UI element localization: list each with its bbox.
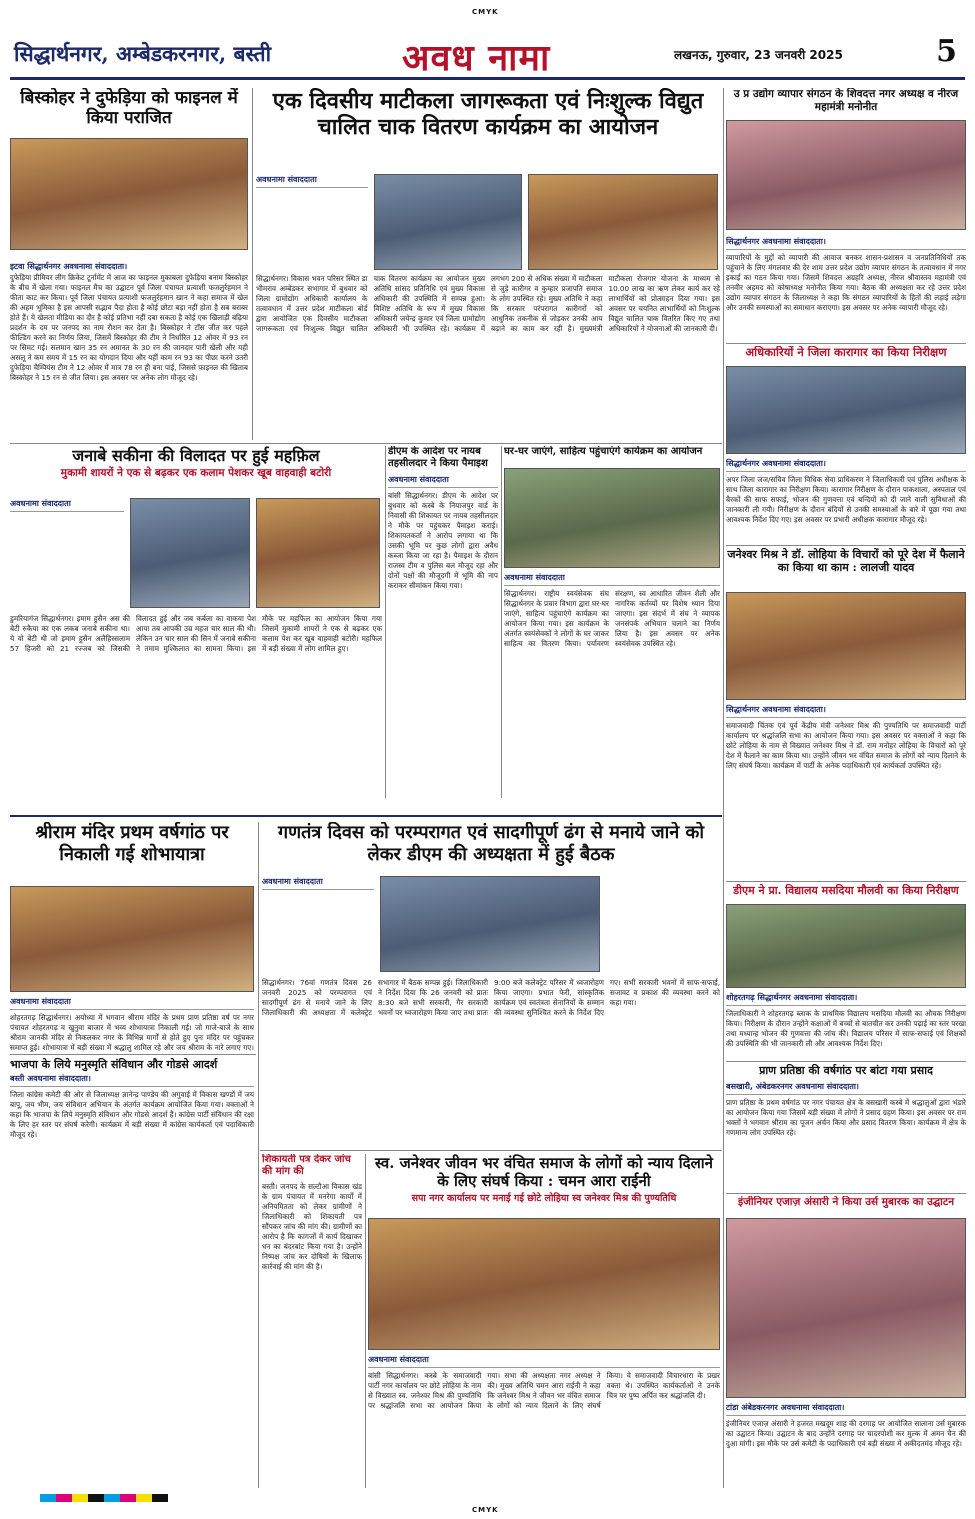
article-vyapari xyxy=(726,88,966,340)
column-rule xyxy=(258,822,259,1488)
article-body: दुफेड़िया प्रीमियर लीग क्रिकेट टूर्नामेंट में आज का फाइनल मुकाबला दुफेड़िया बनाम बिस्कोहर के बीच में खेला गया। फाइनल मैच का उद्घाटन पूर्व जिला पंचायत प्रत्याशी फजलुर्रहमान ने फीता काट कर किया। पूर्व जिला पंचायत प्रत्याशी फजलुर्रहमान खान ने कहा समाज में खेल की अहम भूमिका है इस आपसी सद्भाव पैदा होता है कोई छोटा बड़ा नहीं होता है सब बराबर होते हैं। ये खेलता मीडिया का दौर है कोई प्रतिभा नहीं दबा सकता है कोई एक खिलाड़ी बढ़िया प्रदर्शन के दम पर जनपद का नाम रौशन कर देता है। बिस्कोहर ने टॉस जीत कर पहले फील्डिंग करने का निर्णय लिया, जिसमें बिस्कोहर की टीम ने निर्धारित 12 ओवर में 93 रन पर सिमट गई। सलमान खान 35 रन अमानत के 30 रन की जानदार पारी खेली और यही असलू ने कम समय में 15 रन का योगदान दिया और यहीं काम रन 93 का पीछा करने उतरी दुफेड़िया चैम्पियंस टीम ने 12 ओवर में मात्र 78 रन ही बना पाई, जिससे फाइनल की खिताब बिस्कोहर ने 15 रन से जीत लिया। इस अवसर पर अनेक लोग मौजूद रहे। xyxy=(10,273,248,382)
article-byline: सिद्धार्थनगर अवधनामा संवाददाता। xyxy=(726,236,966,250)
print-color-swatch xyxy=(88,1494,104,1502)
article-headline: घर-घर जाएंगे, साहित्य पहुंचाएंगे कार्यक्रम का आयोजन xyxy=(504,446,703,457)
article-body: शोहरतगढ़ सिद्धार्थनगर। अयोध्या में भगवान श्रीराम मंदिर के प्रथम प्राण प्रतिष्ठा वर्ष पर नगर पंचायत शोहरतगढ़ व खुनुवा बाजार में भव्य शोभायात्रा निकाली गई। जो गाजे-बाजे के साथ श्रीराम जानकी मंदिर से निकलकर नगर के विभिन्न मार्गों से होते हुए पुनः मंदिर पर पहुंचकर समाप्त हुई। शोभायात्रा में बड़ी संख्या में श्रद्धालु शामिल रहे और जय श्रीराम के नारे लगाए गए। xyxy=(10,1013,254,1052)
article-manusmriti xyxy=(10,1058,254,1488)
article-headline: डीएम ने प्रा. विद्यालय मसदिया मौलवी का किया निरीक्षण xyxy=(733,884,959,897)
article-photo xyxy=(130,498,250,608)
article-byline: शोहरतगढ़ सिद्धार्थनगर अवधनामा संवाददाता। xyxy=(726,992,966,1006)
article-subhead: मुकामी शायरों ने एक से बढ़कर एक कलाम पेशकर खूब वाहवाही बटोरी xyxy=(60,467,332,480)
newspaper-name: अवध नामा xyxy=(402,37,551,79)
article-matikala xyxy=(256,88,720,440)
section-rule xyxy=(726,1061,966,1062)
article-shobhayatra xyxy=(10,822,254,1052)
article-body: सिद्धार्थनगर। राष्ट्रीय स्वयंसेवक संघ सिद्धार्थनगर के प्रचार विभाग द्वारा घर-घर जाएंगे, साहित्य पहुंचाएंगे कार्यक्रम का आयोजन किया गया। इस कार्यक्रम के अंतर्गत स्वयंसेवकों ने लोगों के घर जाकर साहित्य का वितरण किया। पर्यावरण संरक्षण, स्व आधारित जीवन शैली और नागरिक कर्तव्यों पर विशेष ध्यान दिया जाएगा। इस संदर्भ में संघ ने व्यापक जनसंपर्क अभियान चलाने का निर्णय लिया है। इस अवसर पर अनेक स्वयंसेवक उपस्थित रहे। xyxy=(504,589,720,648)
section-rule xyxy=(10,443,722,444)
article-byline: बसखारी, अंबेडकरनगर अवधनामा संवाददाता। xyxy=(726,1081,966,1095)
print-color-strip xyxy=(40,1494,168,1502)
column-rule xyxy=(365,1154,366,1488)
section-rule xyxy=(726,1193,966,1194)
print-color-swatch xyxy=(136,1494,152,1502)
article-headline: श्रीराम मंदिर प्रथम वर्षगांठ पर निकाली गई शोभायात्रा xyxy=(35,822,229,865)
column-rule xyxy=(723,88,724,1488)
article-body: डुमरियागंज सिद्धार्थनगर। इमाम हुसैन अस की बेटी रुकैया का एक लकब जनाबे सकीना था। ये वो बेटी थी जो इमाम हुसैन अलैहिस्सलाम 57 हिजरी को 21 रज्जब को जिसकी विलादत हुई और जब कर्बला का वाकया पेश आया तब आपकी उम्र महज चार साल की थी। लेकिन उन चार साल की सिन में जनाबे सकीना ने तमाम मुश्किलात का सामना किया। इस मौके पर महफिल का आयोजन किया गया जिसमें मुकामी शायरों ने एक से बढ़कर एक कलाम पेश कर खूब वाहवाही बटोरी। महफिल में बड़ी संख्या में लोग शामिल हुए। xyxy=(10,614,382,653)
section-rule xyxy=(260,1150,722,1151)
section-rule xyxy=(10,815,722,817)
article-headline: उ प्र उद्योग व्यापार संगठन के शिवदत्त नगर अध्यक्ष व नीरज महामंत्री मनोनीत xyxy=(733,88,959,114)
article-karagar xyxy=(726,346,966,542)
article-vidyalaya xyxy=(726,884,966,1058)
article-headline: शिकायती पत्र देकर जांच की मांग की xyxy=(262,1154,351,1177)
article-byline: अवधनामा संवाददाता xyxy=(262,876,374,890)
article-body: जिला कांग्रेस कमेटी की ओर से जिलाध्यक्ष ज्ञानेन्द्र पाण्डेय की अगुवाई में विकास खण्डों में जय बापू, जय भीम, जय संविधान अभियान के अंतर्गत कार्यक्रम आयोजित किया गया। वक्ताओं ने कहा कि भाजपा के लिये मनुस्मृति संविधान और गोडसे आदर्श हैं। कांग्रेस पार्टी संविधान की रक्षा के लिए हर स्तर पर संघर्ष करेगी। कार्यक्रम में बड़ी संख्या में कांग्रेस कार्यकर्ता एवं पदाधिकारी मौजूद रहे। xyxy=(10,1090,254,1140)
article-byline: अवधनामा संवाददाता xyxy=(256,174,368,188)
print-color-swatch xyxy=(40,1494,56,1502)
article-body: बांसी सिद्धार्थनगर। कस्बे के समाजवादी पार्टी नगर कार्यालय पर छोटे लोहिया के नाम से विख्यात स्व. जनेश्वर मिश्र की पुण्यतिथि पर श्रद्धांजलि सभा का आयोजन किया गया। सभा की अध्यक्षता नगर अध्यक्ष ने की। मुख्य अतिथि चमन आरा राईनी ने कहा कि जनेश्वर मिश्र ने जीवन भर वंचित समाज के लोगों को न्याय दिलाने के लिए संघर्ष किया। वे समाजवादी विचारधारा के प्रखर वक्ता थे। उपस्थित कार्यकर्ताओं ने उनके चित्र पर पुष्प अर्पित कर श्रद्धांजलि दी। xyxy=(368,1371,720,1410)
article-headline: जनेश्वर मिश्र ने डॉ. लोहिया के विचारों को पूरे देश में फैलाने का किया था काम : लालजी यादव xyxy=(727,548,965,575)
article-body: इंजीनियर एजाज़ अंसारी ने हजरत मखदूम शाह की दरगाह पर आयोजित सालाना उर्स मुबारक का उद्घाटन किया। उद्घाटन के बाद उन्होंने दरगाह पर चादरपोशी कर मुल्क में अमन चैन की दुआ मांगी। इस मौके पर उर्स कमेटी के पदाधिकारी एवं बड़ी संख्या में अकीदतमंद मौजूद रहे। xyxy=(726,1419,966,1448)
newspaper-logo xyxy=(402,32,550,81)
article-headline: एक दिवसीय माटीकला जागरूकता एवं निःशुल्क विद्युत चालित चाक वितरण कार्यक्रम का आयोजन xyxy=(272,88,704,141)
article-photo xyxy=(368,1218,720,1350)
article-byline: अवधनामा संवाददाता xyxy=(10,996,254,1010)
article-photo xyxy=(726,120,966,230)
article-headline: अधिकारियों ने जिला कारागार का किया निरीक्षण xyxy=(745,346,947,359)
article-byline: इटवा सिद्धार्थनगर अवधनामा संवाददाता। xyxy=(10,262,128,271)
article-body: सिद्धार्थनगर। 76वां गणतंत्र दिवस 26 जनवरी 2025 को परम्परागत एवं सादगीपूर्ण ढंग से मनाये जाने के लिए जिलाधिकारी की अध्यक्षता में कलेक्ट्रेट सभागार में बैठक सम्पन्न हुई। जिलाधिकारी ने निर्देश दिया कि 26 जनवरी को प्रातः 8:30 बजे सभी सरकारी, गैर सरकारी भवनों पर ध्वजारोहण किया जाए तथा प्रातः 9:00 बजे कलेक्ट्रेट परिसर में ध्वजारोहण किया जाएगा। प्रभात फेरी, सांस्कृतिक कार्यक्रम एवं स्वतंत्रता सेनानियों के सम्मान की व्यवस्था सुनिश्चित करने के निर्देश दिए गए। सभी सरकारी भवनों में साफ-सफाई, सजावट व प्रकाश की व्यवस्था करने को कहा गया। xyxy=(262,978,720,1017)
article-byline: सिद्धार्थनगर अवधनामा संवाददाता। xyxy=(726,704,966,718)
print-color-swatch xyxy=(104,1494,120,1502)
region-title: सिद्धार्थनगर, अम्बेडकरनगर, बस्ती xyxy=(14,41,272,66)
article-body: प्राण प्रतिष्ठा के प्रथम वर्षगांठ पर नगर पंचायत क्षेत्र के बसखारी कस्बे में श्रद्धालुओं द्वारा भंडारे का आयोजन किया गया जिसमें बड़ी संख्या में लोगों ने प्रसाद ग्रहण किया। इस अवसर पर राम भक्तों ने भगवान श्रीराम का पूजन अर्चन किया और प्रसाद वितरण किया। कार्यक्रम में क्षेत्र के गणमान्य लोग उपस्थित रहे। xyxy=(726,1098,966,1138)
article-mahfil xyxy=(10,446,382,798)
page-number: 5 xyxy=(936,34,957,69)
article-body: जिलाधिकारी ने शोहरतगढ़ ब्लाक के प्राथमिक विद्यालय मसदिया मौलवी का औचक निरीक्षण किया। निरीक्षण के दौरान उन्होंने कक्षाओं में बच्चों से बातचीत कर उनकी पढ़ाई का स्तर परखा तथा मध्यान्ह भोजन की गुणवत्ता की जांच की। विद्यालय परिसर में साफ-सफाई एवं शिक्षकों की उपस्थिति की भी जानकारी ली और आवश्यक निर्देश दिए। xyxy=(726,1009,966,1048)
article-headline: गणतंत्र दिवस को परम्परागत एवं सादगीपूर्ण ढंग से मनाये जाने को लेकर डीएम की अध्यक्षता में हुई बैठक xyxy=(277,822,705,865)
print-color-swatch xyxy=(72,1494,88,1502)
section-rule xyxy=(726,545,966,546)
masthead xyxy=(10,28,965,80)
article-body: अपर जिला जज/सचिव जिला विधिक सेवा प्राधिकरण ने जिलाधिकारी एवं पुलिस अधीक्षक के साथ जिला कारागार का निरीक्षण किया। कारागार निरीक्षण के दौरान पाकशाला, अस्पताल एवं बैरकों की साफ सफाई, भोजन की गुणवत्ता एवं बन्दियों को दी जाने वाली सुविधाओं की जानकारी ली गयी। निरीक्षण के दौरान बंदियों से उनकी समस्याओं के बारे में पूछा गया तथा आवश्यक निर्देश दिए गए। इस अवसर पर प्रभारी अधीक्षक कारागार मौजूद रहे। xyxy=(726,475,966,524)
article-headline: इंजीनियर एजाज़ अंसारी ने किया उर्स मुबारक का उद्घाटन xyxy=(737,1196,955,1208)
article-urs xyxy=(726,1196,966,1488)
article-headline: डीएम के आदेश पर नायब तहसीलदार ने किया पैमाइश xyxy=(388,446,488,469)
column-rule xyxy=(252,88,253,440)
article-photo xyxy=(726,592,966,700)
article-chaman xyxy=(368,1154,720,1488)
print-color-swatch xyxy=(152,1494,168,1502)
article-gantantra xyxy=(262,822,720,1148)
article-photo xyxy=(374,174,522,270)
article-sahitya xyxy=(504,446,720,798)
article-photo xyxy=(726,1218,966,1398)
registration-mark-top: CMYK xyxy=(472,8,499,16)
article-shikayat xyxy=(262,1154,362,1354)
article-photo xyxy=(380,876,600,972)
registration-mark-bottom: CMYK xyxy=(472,1506,499,1514)
article-headline: बिस्कोहर ने दुफेड़िया को फाइनल में किया पराजित xyxy=(20,88,238,129)
article-photo-2 xyxy=(256,498,380,608)
article-lalji xyxy=(726,548,966,878)
article-headline: स्व. जनेश्वर जीवन भर वंचित समाज के लोगों को न्याय दिलाने के लिए संघर्ष किया : चमन आरा राईनी xyxy=(375,1154,713,1190)
article-photo-2 xyxy=(528,174,718,270)
article-headline: प्राण प्रतिष्ठा की वर्षगांठ पर बांटा गया प्रसाद xyxy=(759,1064,933,1077)
dateline: लखनऊ, गुरुवार, 23 जनवरी 2025 xyxy=(674,48,843,62)
article-byline: अवधनामा संवाददाता xyxy=(10,498,124,512)
article-photo xyxy=(504,468,720,568)
article-body: व्यापारियों के मुद्दों को व्यापारी की आवाज बनकर शासन-प्रशासन व जनप्रतिनिधियों तक पहुंचाने के लिए मंगलवार की देर शाम उत्तर प्रदेश उद्योग व्यापार संगठन के तत्वावधान में नगर इकाई का गठन किया गया। जिसमें शिवदत्त अग्रहरि अध्यक्ष, नीरज श्रीवास्तव महामंत्री एवं तनवीर अहमद को कोषाध्यक्ष मनोनीत किया गया। बैठक की अध्यक्षता कर रहे उत्तर प्रदेश उद्योग व्यापार संगठन के जिलाध्यक्ष ने कहा कि संगठन व्यापारियों के हितों की लड़ाई लड़ेगा और उनकी समस्याओं का समाधान कराएगा। इस अवसर पर अनेक व्यापारी मौजूद रहे। xyxy=(726,253,966,312)
article-photo xyxy=(726,904,966,988)
section-rule xyxy=(10,1054,256,1055)
section-rule xyxy=(726,881,966,882)
article-byline: बस्ती अवधनामा संवाददाता। xyxy=(10,1073,254,1087)
article-body: बस्ती। जनपद के सल्टौआ विकास खंड के ग्राम पंचायत में मनरेगा कार्यों में अनियमितता को लेकर ग्रामीणों ने जिलाधिकारी को शिकायती पत्र सौंपकर जांच की मांग की। ग्रामीणों का आरोप है कि कागजों में कार्य दिखाकर धन का बंदरबांट किया गया है। उन्होंने निष्पक्ष जांच कर दोषियों के खिलाफ कार्रवाई की मांग की है। xyxy=(262,1182,362,1271)
article-headline: भाजपा के लिये मनुस्मृति संविधान और गोडसे आदर्श xyxy=(10,1058,218,1071)
article-body: समाजवादी चिंतक एवं पूर्व केंद्रीय मंत्री जनेश्वर मिश्र की पुण्यतिथि पर समाजवादी पार्टी कार्यालय पर श्रद्धांजलि सभा का आयोजन किया गया। इस अवसर पर वक्ताओं ने कहा कि छोटे लोहिया के नाम से विख्यात जनेश्वर मिश्र ने डॉ. राम मनोहर लोहिया के विचारों को पूरे देश में फैलाने का काम किया था। उन्होंने जीवन भर वंचित समाज के लोगों को न्याय दिलाने के लिए संघर्ष किया। कार्यक्रम में पार्टी के अनेक पदाधिकारी एवं कार्यकर्ता उपस्थित रहे। xyxy=(726,721,966,770)
article-body: सिद्धार्थनगर। विकास भवन परिसर स्थित डा भीमराव अम्बेडकर सभागार में बुधवार को जिला ग्रामोद्योग अधिकारी कार्यालय के तत्वावधान में उत्तर प्रदेश माटीकला बोर्ड द्वारा आयोजित एक दिवसीय माटीकला जागरूकता एवं निःशुल्क विद्युत चालित चाक वितरण कार्यक्रम का आयोजन मुख्य अतिथि सांसद प्रतिनिधि एवं मुख्य विकास अधिकारी की उपस्थिति में सम्पन्न हुआ। विशिष्ट अतिथि के रूप में मुख्य विकास अधिकारी जयेन्द्र कुमार एवं जिला ग्रामोद्योग अधिकारी भी उपस्थित रहे। कार्यक्रम में लगभग 200 से अधिक संख्या में माटीकला से जुड़े कारीगर व कुम्हार प्रजापति समाज के लोग उपस्थित रहे। मुख्य अतिथि ने कहा कि सरकार परंपरागत कारीगरों को आधुनिक तकनीक से जोड़कर उनकी आय बढ़ाने का काम कर रही है। मुख्यमंत्री माटीकला रोजगार योजना के माध्यम से 10.00 लाख का ऋण लेकर कार्य कर रहे लाभार्थियों को प्रोत्साहन दिया गया। इस अवसर पर चयनित लाभार्थियों को निःशुल्क विद्युत चालित चाक वितरित किए गए तथा अधिकारियों ने योजनाओं की जानकारी दी। xyxy=(256,274,720,333)
section-rule xyxy=(726,343,966,344)
article-subhead: सपा नगर कार्यालय पर मनाई गई छोटे लोहिया स्व जनेश्वर मिश्र की पुण्यतिथि xyxy=(411,1193,677,1204)
column-rule xyxy=(385,446,386,798)
article-byline: अवधनामा संवाददाता xyxy=(504,572,720,586)
article-tahsildar xyxy=(388,446,498,798)
print-color-swatch xyxy=(120,1494,136,1502)
article-photo xyxy=(726,366,966,454)
article-byline: सिद्धार्थनगर अवधनामा संवाददाता। xyxy=(726,458,966,472)
article-byline: अवधनामा संवाददाता xyxy=(368,1354,720,1368)
article-byline: टांडा अंबेडकरनगर अवधनामा संवाददाता। xyxy=(726,1402,966,1416)
article-biskohar xyxy=(10,88,248,440)
article-prasad xyxy=(726,1064,966,1190)
article-photo xyxy=(10,138,248,250)
article-byline: अवधनामा संवाददाता xyxy=(388,474,498,488)
column-rule xyxy=(501,446,502,798)
article-body: बांसी सिद्धार्थनगर। डीएम के आदेश पर बुधवार को कस्बे के नियाजपुर वार्ड के निवासी की शिकायत पर नायब तहसीलदार ने मौके पर पहुंचकर पैमाइश कराई। शिकायतकर्ता ने आरोप लगाया था कि उसकी भूमि पर कुछ लोगों द्वारा अवैध कब्जा किया जा रहा है। पैमाइश के दौरान राजस्व टीम व पुलिस बल मौजूद रहा और दोनों पक्षों की मौजूदगी में भूमि की नाप कराकर सीमांकन किया गया। xyxy=(388,491,498,590)
article-photo xyxy=(10,886,254,992)
print-color-swatch xyxy=(56,1494,72,1502)
article-headline: जनाबे सकीना की विलादत पर हुई महफ़िल xyxy=(72,446,320,465)
